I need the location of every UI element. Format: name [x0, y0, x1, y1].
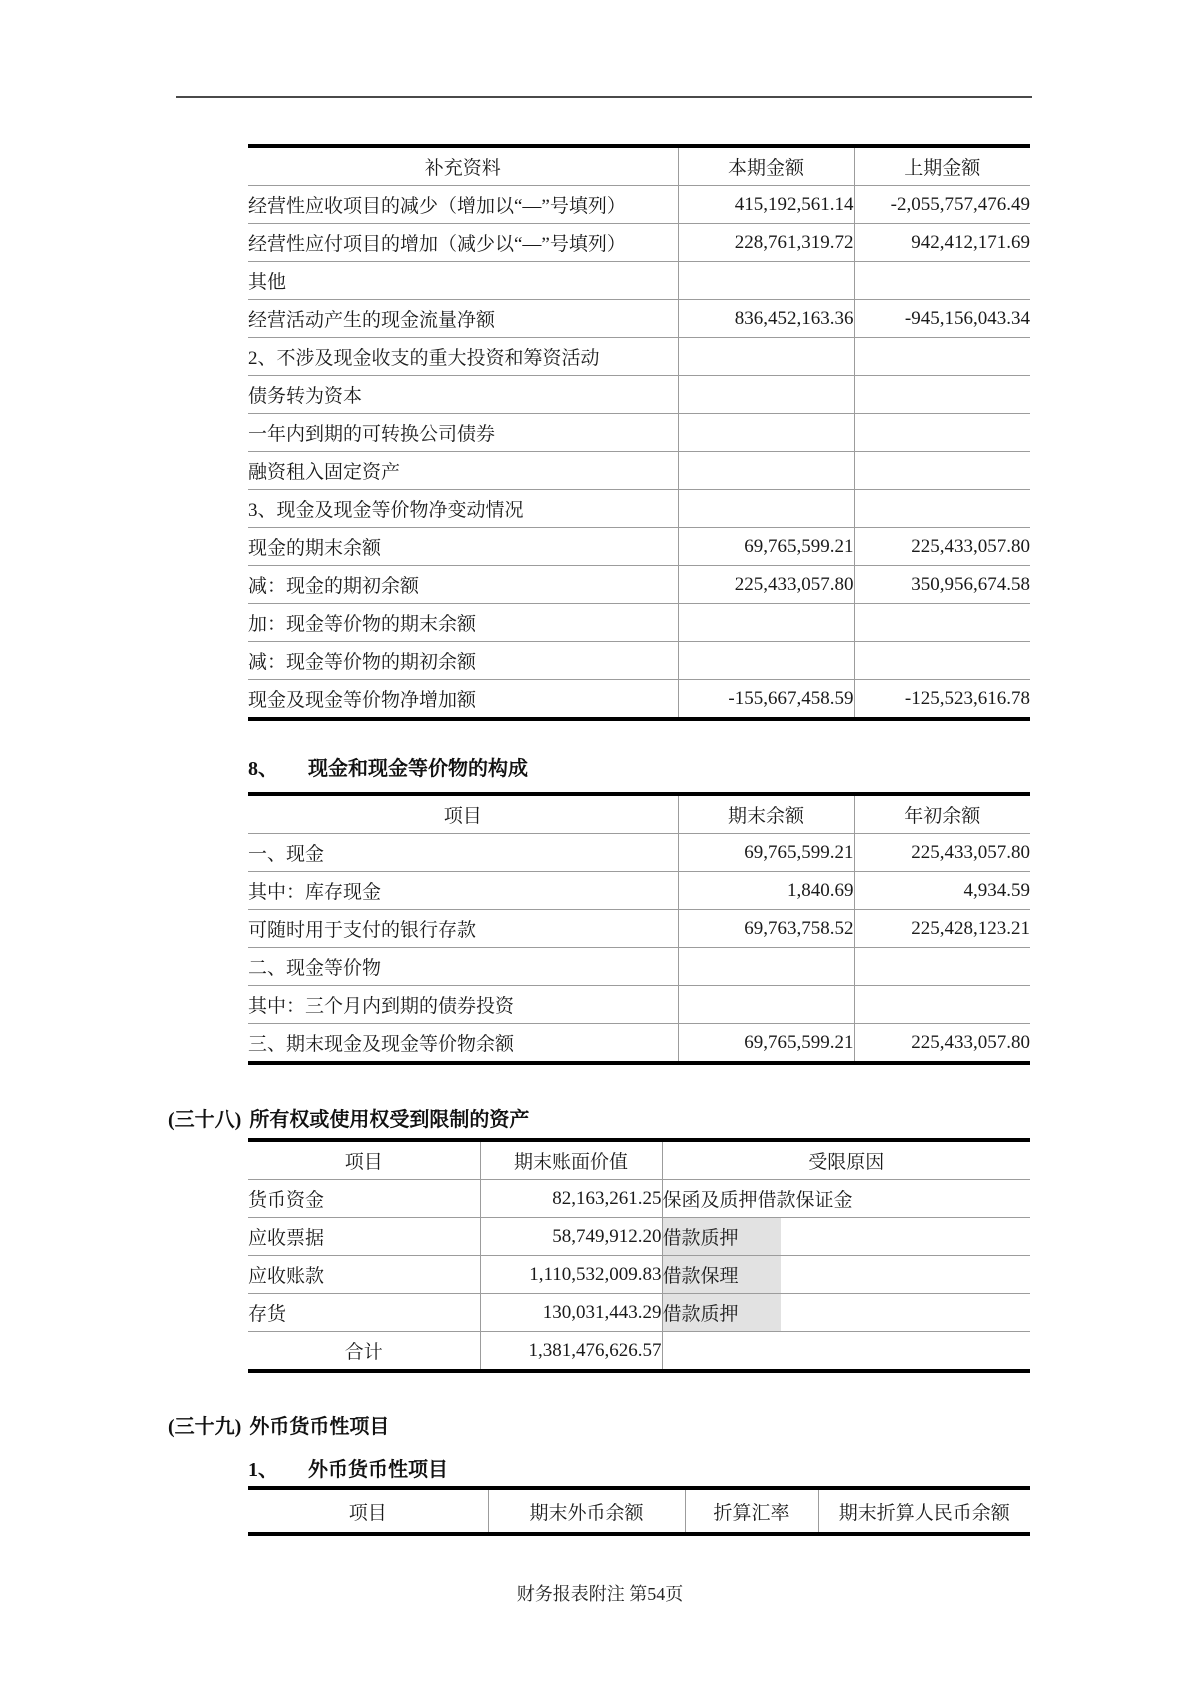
current-period-amount	[678, 414, 854, 452]
restriction-reason: 保函及质押借款保证金	[662, 1180, 1030, 1218]
column-header: 上期金额	[854, 146, 1030, 186]
book-value: 1,110,532,009.83	[480, 1256, 662, 1294]
table-header-row	[248, 146, 1030, 186]
table-row	[248, 948, 1030, 986]
table-row	[248, 1256, 1030, 1294]
closing-balance: 69,765,599.21	[678, 1024, 854, 1064]
table-header-row	[248, 1140, 1030, 1180]
table-row	[248, 452, 1030, 490]
table-row	[248, 986, 1030, 1024]
current-period-amount	[678, 262, 854, 300]
row-label: 现金及现金等价物净增加额	[248, 680, 678, 720]
prior-period-amount	[854, 604, 1030, 642]
section38-number: (三十八)	[168, 1109, 242, 1131]
opening-balance	[854, 948, 1030, 986]
row-label: 现金的期末余额	[248, 528, 678, 566]
highlighted-text: 借款保理	[663, 1256, 781, 1294]
current-period-amount	[678, 452, 854, 490]
restricted-assets-table	[248, 1138, 1030, 1373]
prior-period-amount	[854, 414, 1030, 452]
row-label: 其中：库存现金	[248, 872, 678, 910]
column-header: 期末余额	[678, 794, 854, 834]
column-header: 折算汇率	[685, 1488, 818, 1534]
column-header: 项目	[348, 1502, 387, 1524]
row-label: 债务转为资本	[248, 376, 678, 414]
table-row	[248, 338, 1030, 376]
column-header: 补充资料	[424, 158, 501, 179]
current-period-amount: 225,433,057.80	[678, 566, 854, 604]
prior-period-amount: -125,523,616.78	[854, 680, 1030, 720]
table-row	[248, 1332, 1030, 1372]
table-header-row	[248, 1488, 1030, 1534]
prior-period-amount: 942,412,171.69	[854, 224, 1030, 262]
section39-heading	[168, 1410, 389, 1439]
current-period-amount	[678, 604, 854, 642]
opening-balance: 225,428,123.21	[854, 910, 1030, 948]
opening-balance: 225,433,057.80	[854, 1024, 1030, 1064]
table-row	[248, 490, 1030, 528]
highlighted-text: 借款质押	[663, 1218, 781, 1256]
row-label: 二、现金等价物	[248, 948, 678, 986]
current-period-amount	[678, 338, 854, 376]
table-row	[248, 262, 1030, 300]
row-label: 融资租入固定资产	[248, 452, 678, 490]
section8-title: 现金和现金等价物的构成	[308, 758, 528, 780]
column-header: 项目	[443, 806, 482, 827]
cash-composition-table	[248, 792, 1030, 1065]
row-label: 经营性应付项目的增加（减少以“—”号填列）	[248, 224, 678, 262]
row-label: 货币资金	[248, 1180, 480, 1218]
restriction-reason	[662, 1294, 1030, 1332]
prior-period-amount	[854, 262, 1030, 300]
table-row	[248, 910, 1030, 948]
row-label: 减：现金等价物的期初余额	[248, 642, 678, 680]
row-label: 合计	[248, 1332, 480, 1372]
current-period-amount: 836,452,163.36	[678, 300, 854, 338]
row-label: 其他	[248, 262, 678, 300]
section39-number: (三十九)	[168, 1416, 242, 1438]
closing-balance	[678, 986, 854, 1024]
restriction-reason	[662, 1332, 1030, 1372]
row-label: 2、不涉及现金收支的重大投资和筹资活动	[248, 338, 678, 376]
foreign-currency-table-body	[248, 1488, 1030, 1534]
table-row	[248, 604, 1030, 642]
current-period-amount: 69,765,599.21	[678, 528, 854, 566]
closing-balance	[678, 948, 854, 986]
table-row	[248, 414, 1030, 452]
page-header-rule	[176, 96, 1032, 98]
closing-balance: 69,763,758.52	[678, 910, 854, 948]
row-label: 3、现金及现金等价物净变动情况	[248, 490, 678, 528]
section39-sub-title: 外币货币性项目	[308, 1459, 448, 1481]
column-header: 期末账面价值	[480, 1140, 662, 1180]
closing-balance: 69,765,599.21	[678, 834, 854, 872]
page-footer: 财务报表附注 第54页	[516, 1584, 684, 1604]
restricted-assets-table-body	[248, 1140, 1030, 1371]
section38-title: 所有权或使用权受到限制的资产	[249, 1109, 530, 1131]
current-period-amount: 228,761,319.72	[678, 224, 854, 262]
row-label: 一、现金	[248, 834, 678, 872]
column-header: 受限原因	[662, 1140, 1030, 1180]
row-label: 其中：三个月内到期的债券投资	[248, 986, 678, 1024]
prior-period-amount: -945,156,043.34	[854, 300, 1030, 338]
table-row	[248, 376, 1030, 414]
row-label: 加：现金等价物的期末余额	[248, 604, 678, 642]
current-period-amount	[678, 376, 854, 414]
table-row	[248, 528, 1030, 566]
supplementary-info-table	[248, 144, 1030, 721]
column-header: 年初余额	[854, 794, 1030, 834]
table-row	[248, 300, 1030, 338]
table-row	[248, 1024, 1030, 1064]
book-value: 130,031,443.29	[480, 1294, 662, 1332]
column-header: 期末折算人民币余额	[818, 1488, 1030, 1534]
current-period-amount: 415,192,561.14	[678, 186, 854, 224]
row-label: 经营活动产生的现金流量净额	[248, 300, 678, 338]
closing-balance: 1,840.69	[678, 872, 854, 910]
book-value: 1,381,476,626.57	[480, 1332, 662, 1372]
row-label: 经营性应收项目的减少（增加以“—”号填列）	[248, 186, 678, 224]
opening-balance: 4,934.59	[854, 872, 1030, 910]
row-label: 减：现金的期初余额	[248, 566, 678, 604]
row-label: 应收票据	[248, 1218, 480, 1256]
table-row	[248, 224, 1030, 262]
table-row	[248, 872, 1030, 910]
section8-heading	[248, 752, 528, 781]
table-row	[248, 680, 1030, 720]
column-header: 项目	[344, 1152, 383, 1173]
table-row	[248, 1180, 1030, 1218]
prior-period-amount	[854, 452, 1030, 490]
book-value: 82,163,261.25	[480, 1180, 662, 1218]
supplementary-info-table-body	[248, 146, 1030, 719]
prior-period-amount	[854, 490, 1030, 528]
opening-balance	[854, 986, 1030, 1024]
section39-subheading	[248, 1453, 448, 1482]
current-period-amount: -155,667,458.59	[678, 680, 854, 720]
table-row	[248, 566, 1030, 604]
restriction-reason	[662, 1218, 1030, 1256]
cash-composition-table-body	[248, 794, 1030, 1063]
prior-period-amount	[854, 338, 1030, 376]
prior-period-amount: -2,055,757,476.49	[854, 186, 1030, 224]
row-label: 可随时用于支付的银行存款	[248, 910, 678, 948]
current-period-amount	[678, 490, 854, 528]
section39-title: 外币货币性项目	[249, 1416, 390, 1438]
prior-period-amount	[854, 642, 1030, 680]
row-label: 存货	[248, 1294, 480, 1332]
book-value: 58,749,912.20	[480, 1218, 662, 1256]
table-row	[248, 642, 1030, 680]
table-row	[248, 186, 1030, 224]
current-period-amount	[678, 642, 854, 680]
restriction-reason	[662, 1256, 1030, 1294]
row-label: 应收账款	[248, 1256, 480, 1294]
prior-period-amount: 225,433,057.80	[854, 528, 1030, 566]
table-row	[248, 1294, 1030, 1332]
section8-number: 8、	[248, 758, 278, 780]
table-header-row	[248, 794, 1030, 834]
row-label: 一年内到期的可转换公司债券	[248, 414, 678, 452]
section38-heading	[168, 1103, 529, 1132]
prior-period-amount: 350,956,674.58	[854, 566, 1030, 604]
prior-period-amount	[854, 376, 1030, 414]
highlighted-text: 借款质押	[663, 1294, 781, 1332]
row-label: 三、期末现金及现金等价物余额	[248, 1024, 678, 1064]
section39-sub-number: 1、	[248, 1459, 278, 1481]
opening-balance: 225,433,057.80	[854, 834, 1030, 872]
column-header: 期末外币余额	[488, 1488, 685, 1534]
table-row	[248, 834, 1030, 872]
column-header: 本期金额	[678, 146, 854, 186]
table-row	[248, 1218, 1030, 1256]
foreign-currency-table	[248, 1486, 1030, 1536]
